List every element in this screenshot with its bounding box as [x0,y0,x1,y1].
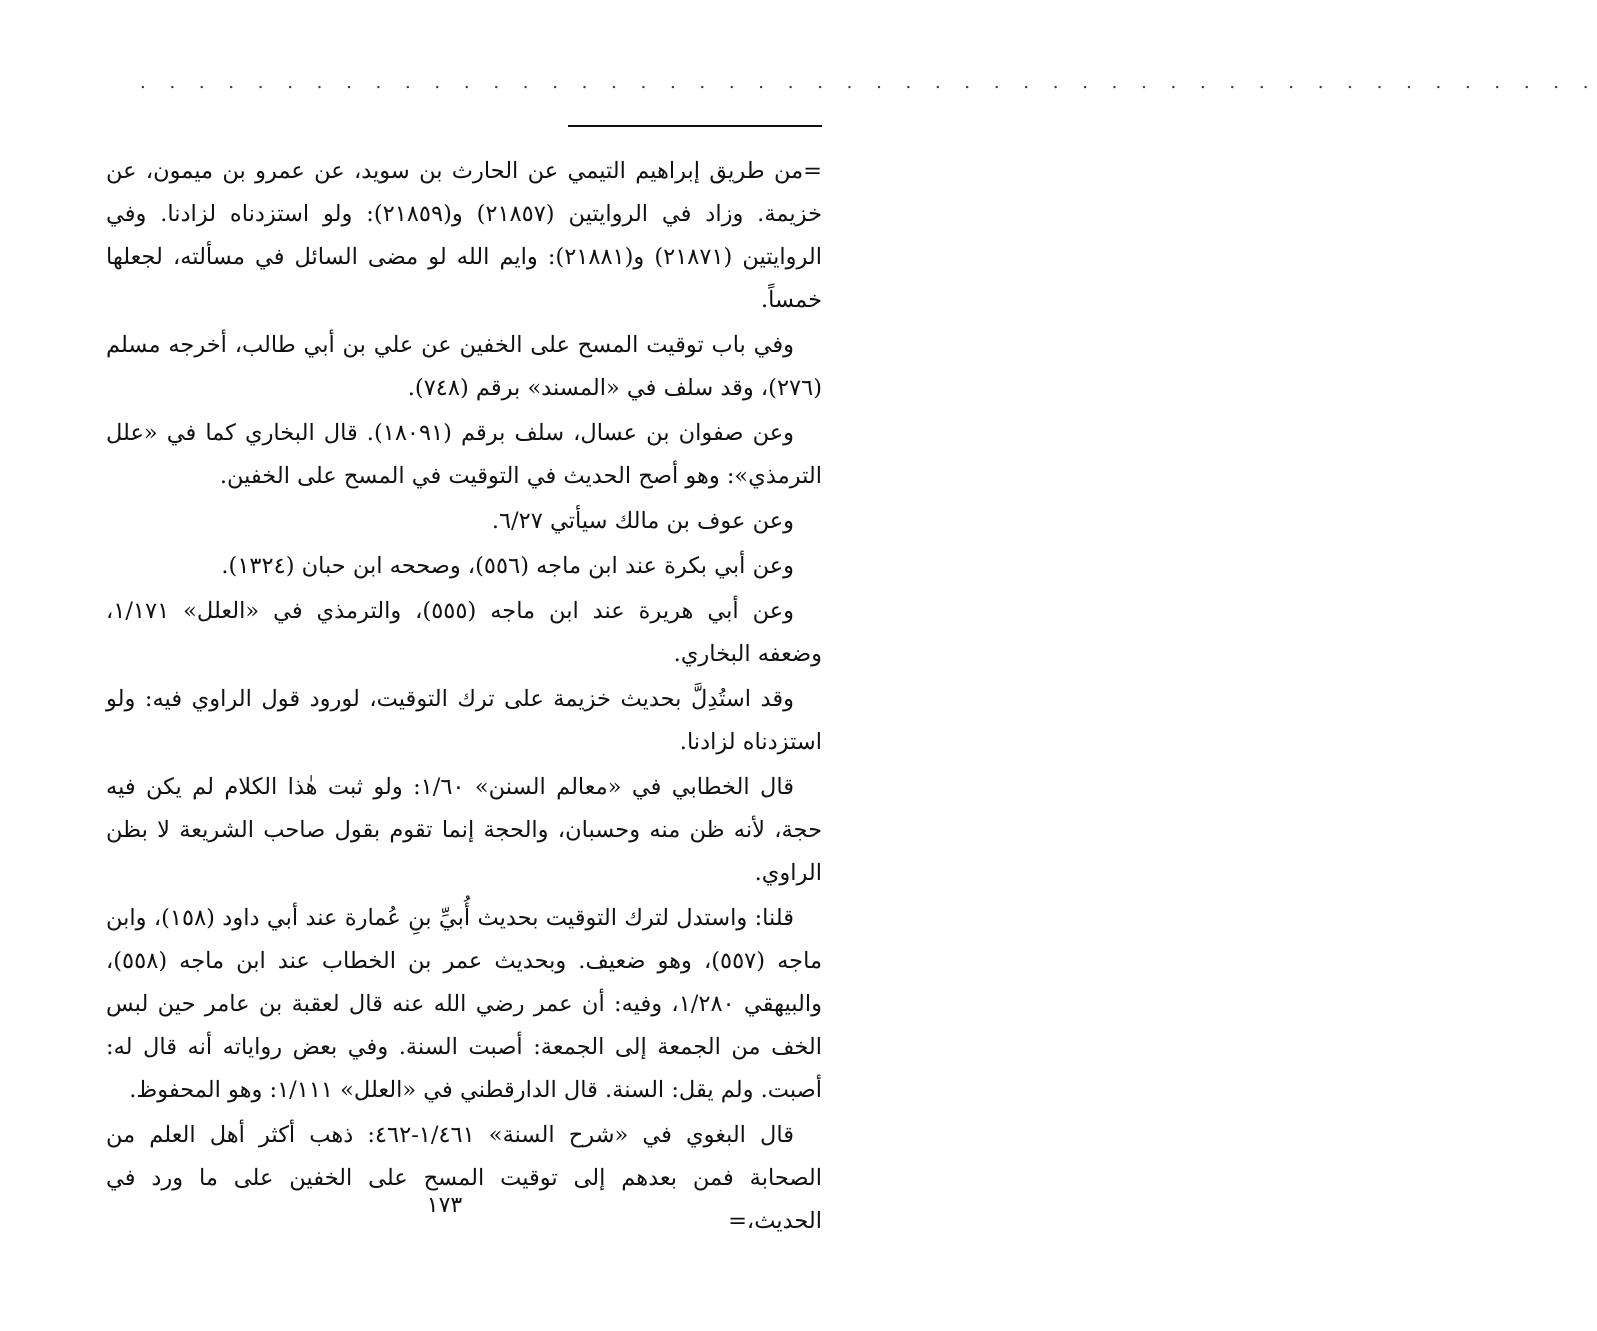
footnote-text [106,150,822,1245]
paragraph: وعن أبي بكرة عند ابن ماجه (٥٥٦)، وصححه ابن حبان (١٣٢٤). [221,553,794,579]
paragraph: قلنا: واستدل لترك التوقيت بحديث أُبيِّ بنِ عُمارة عند أبي داود (١٥٨)، وابن ماجه (٥٥٧)، وهو ضعيف. وبحديث عمر بن الخطاب عند ابن ماجه (٥٥٨)، والبيهقي ١/٢٨٠، وفيه: أن عمر رضي الله عنه قال لعقبة بن عامر حين لبس الخف من الجمعة إلى الجمعة: أصبت السنة. وفي بعض رواياته أنه قال له: أصبت. ولم يقل: السنة. قال الدارقطني في «العلل» ١/١١١: وهو المحفوظ. [106,905,822,1103]
paragraph: وقد استُدِلَّ بحديث خزيمة على ترك التوقيت، لورود قول الراوي فيه: ولو استزدناه لزادنا. [106,686,822,755]
paragraph: وعن أبي هريرة عند ابن ماجه (٥٥٥)، والترمذي في «العلل» ١/١٧١، وضعفه البخاري. [106,598,822,667]
paragraph: قال البغوي في «شرح السنة» ١/٤٦١-٤٦٢: ذهب أكثر أهل العلم من الصحابة فمن بعدهم إلى توقيت المسح على الخفين على ما ورد في الحديث،= [106,1122,822,1234]
paragraph-continuation: =من طريق إبراهيم التيمي عن الحارث بن سويد، عن عمرو بن ميمون، عن خزيمة. وزاد في الروايتين (٢١٨٥٧) و(٢١٨٥٩): ولو استزدناه لزادنا. وفي الروايتين (٢١٨٧١) و(٢١٨٨١): وايم الله لو مضى السائل في مسألته، لجعلها خمساً. [106,158,822,313]
footnote-separator-rule [568,125,822,127]
paragraph: وعن صفوان بن عسال، سلف برقم (١٨٠٩١). قال البخاري كما في «علل الترمذي»: وهو أصح الحديث في التوقيت في المسح على الخفين. [106,420,822,489]
page-number: ١٧٣ [426,1193,463,1218]
header-dotted-line: . . . . . . . . . . . . . . . . . . . . . . . . . . . . . . . . . . . . . . . . . . . . . . . . . . [140,72,1597,93]
paragraph: وفي باب توقيت المسح على الخفين عن علي بن أبي طالب، أخرجه مسلم (٢٧٦)، وقد سلف في «المسند» برقم (٧٤٨). [106,332,822,401]
paragraph: وعن عوف بن مالك سيأتي ٦/٢٧. [491,508,794,534]
paragraph: قال الخطابي في «معالم السنن» ١/٦٠: ولو ثبت هٰذا الكلام لم يكن فيه حجة، لأنه ظن منه وحسبان، والحجة إنما تقوم بقول صاحب الشريعة لا بظن الراوي. [106,774,822,886]
